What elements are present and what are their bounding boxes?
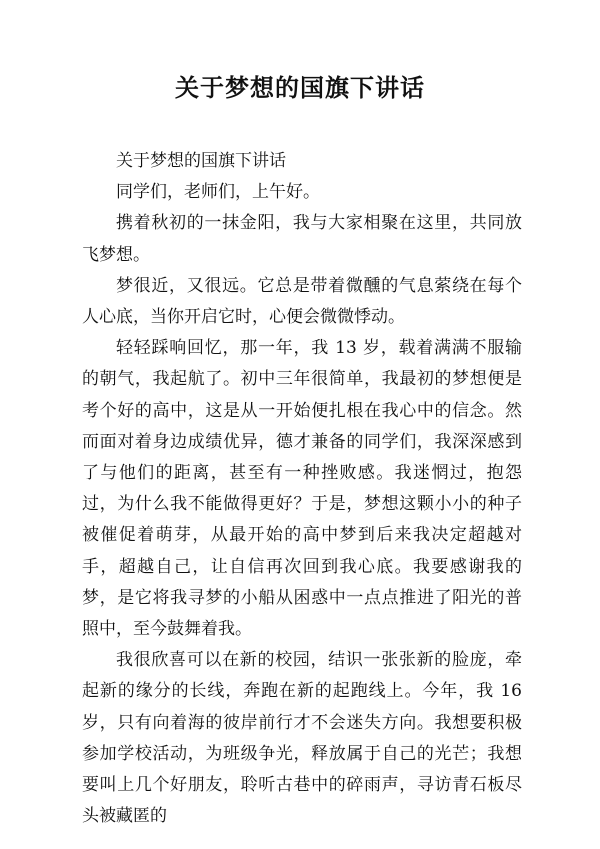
paragraph: 轻轻踩响回忆，那一年，我 13 岁，载着满满不服输的朝气，我起航了。初中三年很简单，我最初的梦想便是考个好的高中，这是从一开始便扎根在我心中的信念。然而面对着身边成绩优异，德才兼备的同学们，我深深感到了与他们的距离，甚至有一种挫败感。我迷惘过，抱怨过，为什么我不能做得更好？于是，梦想这颗小小的种子被催促着萌芽，从最开始的高中梦到后来我决定超越对手，超越自己，让自信再次回到我心底。我要感谢我的梦，是它将我寻梦的小船从困惑中一点点推进了阳光的普照中，至今鼓舞着我。 (82, 338, 522, 640)
paragraph: 梦很近，又很远。它总是带着微醺的气息萦绕在每个人心底，当你开启它时，心便会微微悸动。 (82, 275, 522, 328)
page-title: 关于梦想的国旗下讲话 (175, 73, 425, 102)
paragraph: 我很欣喜可以在新的校园，结识一张张新的脸庞，牵起新的缘分的长线，奔跑在新的起跑线上。今年，我 16 岁，只有向着海的彼岸前行才不会迷失方向。我想要积极参加学校活动，为班级争光，释放属于自己的光芒；我想要叫上几个好朋友，聆听古巷中的碎雨声，寻访青石板尽头被藏匿的 (82, 650, 522, 827)
paragraph-heading: 关于梦想的国旗下讲话 (116, 151, 286, 171)
paragraph: 携着秋初的一抹金阳，我与大家相聚在这里，共同放飞梦想。 (82, 213, 522, 265)
paragraph-greeting: 同学们，老师们，上午好。 (116, 182, 320, 203)
document-body (82, 146, 522, 832)
